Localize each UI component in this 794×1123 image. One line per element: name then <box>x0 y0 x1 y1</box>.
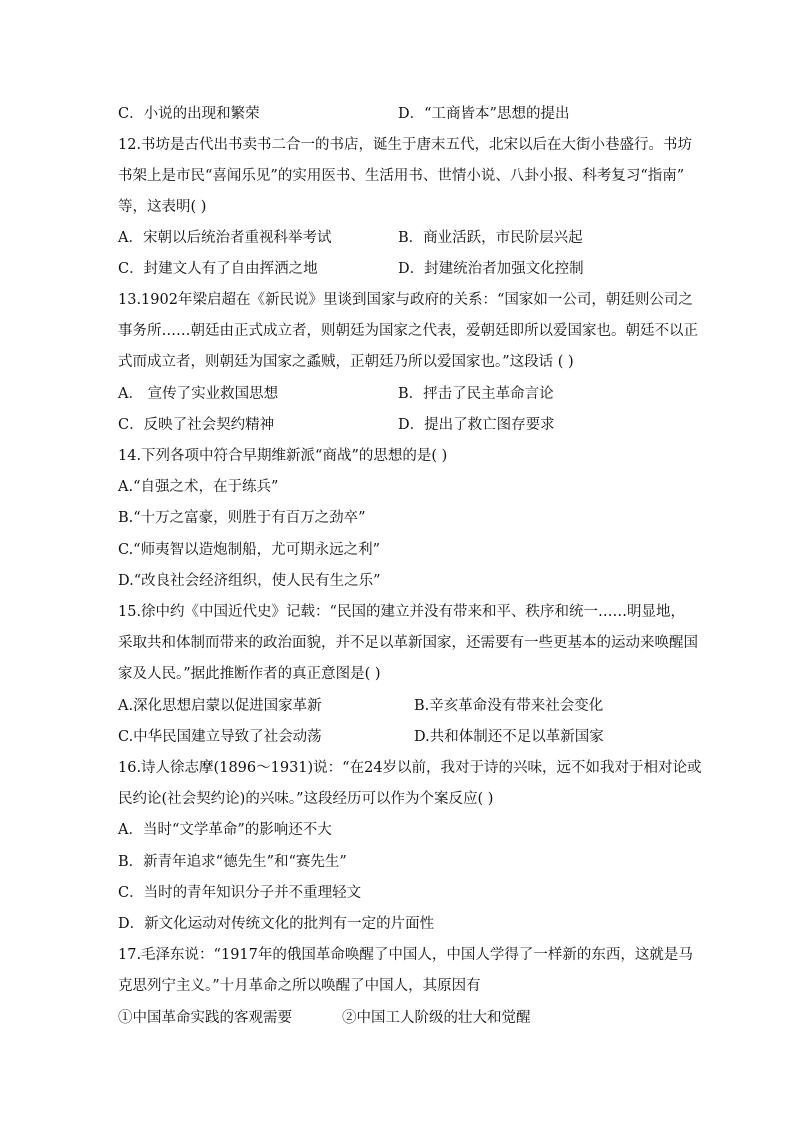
q11-option-d: D．“工商皆本”思想的提出 <box>398 106 570 122</box>
q14-option-d: D.“改良社会经济组织，使人民有生之乐” <box>118 573 381 589</box>
q13-stem-line-3: 式而成立者，则朝廷为国家之蟊贼，正朝廷乃所以爱国家也。”这段话 ( ) <box>118 354 574 370</box>
q15-option-a: A.深化思想启蒙以促进国家革新 <box>118 698 322 714</box>
q14-option-c: C.“师夷智以造炮制船，尤可期永远之利” <box>118 542 381 558</box>
q12-stem-line-1: 12.书坊是古代出书卖书二合一的书店，诞生于唐末五代，北宋以后在大街小巷盛行。书坊 <box>118 137 693 153</box>
q15-option-c: C.中华民国建立导致了社会动荡 <box>118 729 322 745</box>
q12-stem-line-3: 等，这表明( ) <box>118 199 207 215</box>
q15-stem-line-3: 家及人民。”据此推断作者的真正意图是( ) <box>118 666 381 682</box>
q12-option-c: C．封建文人有了自由挥洒之地 <box>118 261 318 277</box>
q12-option-b: B．商业活跃，市民阶层兴起 <box>398 230 583 246</box>
q17-stem-line-2: 克思列宁主义。”十月革命之所以唤醒了中国人，其原因有 <box>118 978 481 994</box>
q13-option-b: B．抨击了民主革命言论 <box>398 386 554 402</box>
q12-option-d: D．封建统治者加强文化控制 <box>398 261 584 277</box>
q15-stem-line-1: 15.徐中约《中国近代史》记载：“民国的建立并没有带来和平、秩序和统一……明显地， <box>118 604 685 620</box>
q13-option-c: C．反映了社会契约精神 <box>118 417 275 433</box>
q16-stem-line-1: 16.诗人徐志摩(1896～1931)说：“在24岁以前，我对于诗的兴味，远不如我对于相对论或 <box>118 760 702 776</box>
q17-stem-line-1: 17.毛泽东说：“1917年的俄国革命唤醒了中国人，中国人学得了一样新的东西，这就是马 <box>118 947 693 963</box>
q16-option-c: C．当时的青年知识分子并不重理轻文 <box>118 885 362 901</box>
q12-option-a: A．宋朝以后统治者重视科举考试 <box>118 230 332 246</box>
q14-stem-line-1: 14.下列各项中符合早期维新派“商战”的思想的是( ) <box>118 448 448 464</box>
q13-stem-line-2: 事务所……朝廷由正式成立者，则朝廷为国家之代表，爱朝廷即所以爱国家也。朝廷不以正 <box>118 323 698 339</box>
q14-option-a: A.“自强之术，在于练兵” <box>118 479 279 495</box>
q14-option-b: B.“十万之富豪，则胜于有百万之劲卒” <box>118 510 366 526</box>
q13-stem-line-1: 13.1902年梁启超在《新民说》里谈到国家与政府的关系：“国家如一公司，朝廷则公司之 <box>118 292 693 308</box>
q16-option-d: D．新文化运动对传统文化的批判有一定的片面性 <box>118 916 435 932</box>
q15-option-d: D.共和体制还不足以革新国家 <box>414 729 604 745</box>
q11-option-c: C．小说的出现和繁荣 <box>118 106 260 122</box>
q13-option-a: A． 宣传了实业救国思想 <box>118 386 279 402</box>
q17-item-2: ②中国工人阶级的壮大和觉醒 <box>342 1010 531 1026</box>
q16-option-b: B．新青年追求“德先生”和“赛先生” <box>118 854 347 870</box>
q15-option-b: B.辛亥革命没有带来社会变化 <box>414 698 604 714</box>
q17-item-1: ①中国革命实践的客观需要 <box>118 1010 292 1026</box>
q16-option-a: A．当时“文学革命”的影响还不大 <box>118 822 332 838</box>
q16-stem-line-2: 民约论(社会契约论)的兴味。”这段经历可以作为个案反应( ) <box>118 791 494 807</box>
q12-stem-line-2: 书架上是市民“喜闻乐见”的实用医书、生活用书、世情小说、八卦小报、科考复习“指南” <box>118 168 685 184</box>
q13-option-d: D．提出了救亡图存要求 <box>398 417 555 433</box>
q15-stem-line-2: 采取共和体制而带来的政治面貌，并不足以革新国家，还需要有一些更基本的运动来唤醒国 <box>118 635 698 651</box>
